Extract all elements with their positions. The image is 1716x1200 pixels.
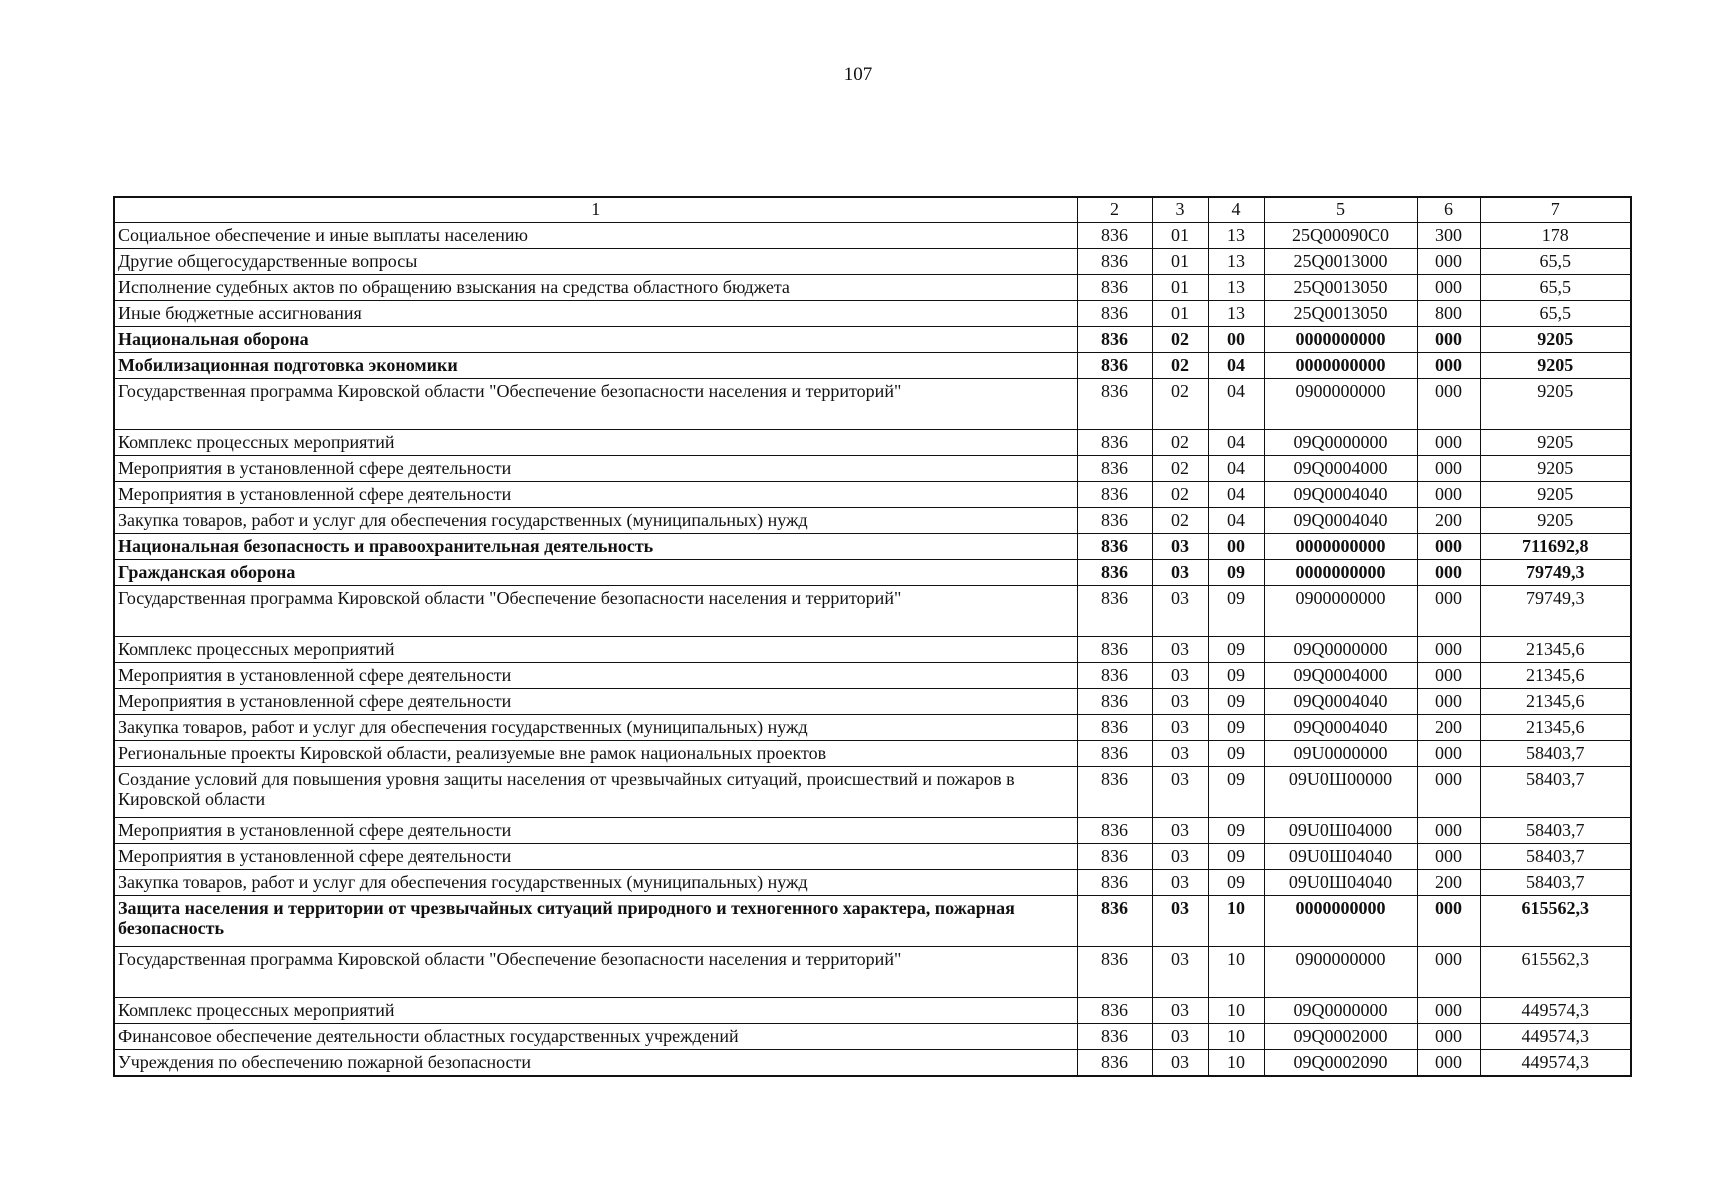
table-row [114, 249, 1631, 275]
subsection-cell: 09 [1208, 689, 1264, 715]
amount-cell: 449574,3 [1480, 1050, 1631, 1077]
header-cell: 6 [1417, 197, 1480, 223]
code-cell: 836 [1077, 1050, 1152, 1077]
row-label-cell: Учреждения по обеспечению пожарной безопасности [114, 1050, 1077, 1077]
table-header-row [114, 197, 1631, 223]
section-cell: 03 [1152, 715, 1208, 741]
amount-cell: 65,5 [1480, 275, 1631, 301]
target-article-cell: 09Q0004000 [1264, 663, 1417, 689]
expense-type-cell: 000 [1417, 430, 1480, 456]
amount-cell: 9205 [1480, 379, 1631, 430]
subsection-cell: 04 [1208, 353, 1264, 379]
section-cell: 03 [1152, 896, 1208, 947]
code-cell: 836 [1077, 1024, 1152, 1050]
expense-type-cell: 000 [1417, 249, 1480, 275]
code-cell: 836 [1077, 534, 1152, 560]
target-article-cell: 09Q0004040 [1264, 689, 1417, 715]
row-label-cell: Государственная программа Кировской области "Обеспечение безопасности населения и территорий" [114, 586, 1077, 637]
table-row [114, 223, 1631, 249]
target-article-cell: 0000000000 [1264, 327, 1417, 353]
expense-type-cell: 200 [1417, 715, 1480, 741]
section-cell: 03 [1152, 998, 1208, 1024]
amount-cell: 9205 [1480, 327, 1631, 353]
expense-type-cell: 000 [1417, 689, 1480, 715]
amount-cell: 615562,3 [1480, 896, 1631, 947]
header-cell: 4 [1208, 197, 1264, 223]
budget-table [113, 196, 1632, 1077]
code-cell: 836 [1077, 560, 1152, 586]
subsection-cell: 09 [1208, 715, 1264, 741]
page-number: 107 [843, 64, 873, 85]
subsection-cell: 04 [1208, 430, 1264, 456]
table-row [114, 741, 1631, 767]
section-cell: 03 [1152, 741, 1208, 767]
row-label-cell: Комплекс процессных мероприятий [114, 998, 1077, 1024]
table-row [114, 327, 1631, 353]
table-row [114, 818, 1631, 844]
code-cell: 836 [1077, 327, 1152, 353]
subsection-cell: 13 [1208, 301, 1264, 327]
section-cell: 01 [1152, 249, 1208, 275]
amount-cell: 21345,6 [1480, 663, 1631, 689]
code-cell: 836 [1077, 456, 1152, 482]
row-label-cell: Исполнение судебных актов по обращению взыскания на средства областного бюджета [114, 275, 1077, 301]
table-row [114, 689, 1631, 715]
row-label-cell: Закупка товаров, работ и услуг для обеспечения государственных (муниципальных) нужд [114, 870, 1077, 896]
expense-type-cell: 000 [1417, 275, 1480, 301]
table-row [114, 353, 1631, 379]
expense-type-cell: 200 [1417, 870, 1480, 896]
target-article-cell: 25Q00090С0 [1264, 223, 1417, 249]
code-cell: 836 [1077, 379, 1152, 430]
row-label-cell: Финансовое обеспечение деятельности областных государственных учреждений [114, 1024, 1077, 1050]
table-row [114, 301, 1631, 327]
code-cell: 836 [1077, 249, 1152, 275]
expense-type-cell: 000 [1417, 637, 1480, 663]
target-article-cell: 09Q0000000 [1264, 998, 1417, 1024]
target-article-cell: 09Q0004000 [1264, 456, 1417, 482]
row-label-cell: Мероприятия в установленной сфере деятельности [114, 456, 1077, 482]
expense-type-cell: 000 [1417, 896, 1480, 947]
table-row [114, 998, 1631, 1024]
section-cell: 03 [1152, 637, 1208, 663]
subsection-cell: 09 [1208, 741, 1264, 767]
target-article-cell: 09Q0000000 [1264, 430, 1417, 456]
table-row [114, 508, 1631, 534]
row-label-cell: Мобилизационная подготовка экономики [114, 353, 1077, 379]
section-cell: 02 [1152, 508, 1208, 534]
table-row [114, 947, 1631, 998]
code-cell: 836 [1077, 508, 1152, 534]
row-label-cell: Государственная программа Кировской области "Обеспечение безопасности населения и территорий" [114, 947, 1077, 998]
code-cell: 836 [1077, 741, 1152, 767]
target-article-cell: 09Q0002000 [1264, 1024, 1417, 1050]
subsection-cell: 09 [1208, 586, 1264, 637]
expense-type-cell: 000 [1417, 534, 1480, 560]
row-label-cell: Закупка товаров, работ и услуг для обеспечения государственных (муниципальных) нужд [114, 508, 1077, 534]
table-row [114, 482, 1631, 508]
amount-cell: 9205 [1480, 508, 1631, 534]
expense-type-cell: 000 [1417, 327, 1480, 353]
target-article-cell: 09U0Ш00000 [1264, 767, 1417, 818]
row-label-cell: Национальная безопасность и правоохранительная деятельность [114, 534, 1077, 560]
section-cell: 03 [1152, 663, 1208, 689]
subsection-cell: 10 [1208, 1050, 1264, 1077]
section-cell: 03 [1152, 947, 1208, 998]
code-cell: 836 [1077, 896, 1152, 947]
code-cell: 836 [1077, 301, 1152, 327]
table-row [114, 715, 1631, 741]
expense-type-cell: 200 [1417, 508, 1480, 534]
amount-cell: 9205 [1480, 456, 1631, 482]
amount-cell: 21345,6 [1480, 689, 1631, 715]
target-article-cell: 0000000000 [1264, 534, 1417, 560]
subsection-cell: 10 [1208, 947, 1264, 998]
table-row [114, 663, 1631, 689]
target-article-cell: 0900000000 [1264, 586, 1417, 637]
section-cell: 02 [1152, 482, 1208, 508]
table-row [114, 534, 1631, 560]
amount-cell: 449574,3 [1480, 1024, 1631, 1050]
subsection-cell: 09 [1208, 767, 1264, 818]
section-cell: 03 [1152, 1024, 1208, 1050]
amount-cell: 21345,6 [1480, 637, 1631, 663]
subsection-cell: 00 [1208, 534, 1264, 560]
amount-cell: 9205 [1480, 353, 1631, 379]
target-article-cell: 25Q0013050 [1264, 275, 1417, 301]
section-cell: 03 [1152, 818, 1208, 844]
subsection-cell: 09 [1208, 844, 1264, 870]
amount-cell: 9205 [1480, 430, 1631, 456]
row-label-cell: Социальное обеспечение и иные выплаты населению [114, 223, 1077, 249]
subsection-cell: 09 [1208, 663, 1264, 689]
expense-type-cell: 300 [1417, 223, 1480, 249]
row-label-cell: Мероприятия в установленной сфере деятельности [114, 663, 1077, 689]
expense-type-cell: 000 [1417, 586, 1480, 637]
table-row [114, 1050, 1631, 1077]
table-row [114, 844, 1631, 870]
section-cell: 03 [1152, 560, 1208, 586]
table-row [114, 275, 1631, 301]
target-article-cell: 09Q0004040 [1264, 508, 1417, 534]
table-row [114, 430, 1631, 456]
table-row [114, 379, 1631, 430]
header-cell: 7 [1480, 197, 1631, 223]
section-cell: 02 [1152, 430, 1208, 456]
amount-cell: 21345,6 [1480, 715, 1631, 741]
table-row [114, 896, 1631, 947]
table-row [114, 870, 1631, 896]
amount-cell: 615562,3 [1480, 947, 1631, 998]
row-label-cell: Создание условий для повышения уровня защиты населения от чрезвычайных ситуаций, происшествий и пожаров в Кировской области [114, 767, 1077, 818]
subsection-cell: 10 [1208, 896, 1264, 947]
expense-type-cell: 000 [1417, 844, 1480, 870]
code-cell: 836 [1077, 223, 1152, 249]
subsection-cell: 04 [1208, 456, 1264, 482]
code-cell: 836 [1077, 998, 1152, 1024]
amount-cell: 79749,3 [1480, 560, 1631, 586]
expense-type-cell: 000 [1417, 767, 1480, 818]
subsection-cell: 04 [1208, 508, 1264, 534]
code-cell: 836 [1077, 353, 1152, 379]
code-cell: 836 [1077, 870, 1152, 896]
amount-cell: 58403,7 [1480, 844, 1631, 870]
target-article-cell: 0900000000 [1264, 379, 1417, 430]
section-cell: 01 [1152, 301, 1208, 327]
expense-type-cell: 000 [1417, 741, 1480, 767]
expense-type-cell: 000 [1417, 947, 1480, 998]
row-label-cell: Закупка товаров, работ и услуг для обеспечения государственных (муниципальных) нужд [114, 715, 1077, 741]
code-cell: 836 [1077, 482, 1152, 508]
section-cell: 02 [1152, 379, 1208, 430]
target-article-cell: 09Q0002090 [1264, 1050, 1417, 1077]
code-cell: 836 [1077, 637, 1152, 663]
section-cell: 03 [1152, 767, 1208, 818]
amount-cell: 65,5 [1480, 249, 1631, 275]
section-cell: 01 [1152, 275, 1208, 301]
subsection-cell: 04 [1208, 379, 1264, 430]
target-article-cell: 0000000000 [1264, 896, 1417, 947]
row-label-cell: Комплекс процессных мероприятий [114, 430, 1077, 456]
row-label-cell: Мероприятия в установленной сфере деятельности [114, 482, 1077, 508]
table-row [114, 637, 1631, 663]
header-cell: 3 [1152, 197, 1208, 223]
subsection-cell: 13 [1208, 223, 1264, 249]
code-cell: 836 [1077, 430, 1152, 456]
row-label-cell: Региональные проекты Кировской области, реализуемые вне рамок национальных проектов [114, 741, 1077, 767]
expense-type-cell: 000 [1417, 1050, 1480, 1077]
subsection-cell: 13 [1208, 275, 1264, 301]
expense-type-cell: 000 [1417, 818, 1480, 844]
expense-type-cell: 000 [1417, 663, 1480, 689]
section-cell: 03 [1152, 586, 1208, 637]
expense-type-cell: 000 [1417, 482, 1480, 508]
section-cell: 03 [1152, 870, 1208, 896]
header-cell: 1 [114, 197, 1077, 223]
subsection-cell: 10 [1208, 1024, 1264, 1050]
amount-cell: 449574,3 [1480, 998, 1631, 1024]
row-label-cell: Мероприятия в установленной сфере деятельности [114, 818, 1077, 844]
row-label-cell: Другие общегосударственные вопросы [114, 249, 1077, 275]
table-row [114, 767, 1631, 818]
row-label-cell: Государственная программа Кировской области "Обеспечение безопасности населения и территорий" [114, 379, 1077, 430]
amount-cell: 58403,7 [1480, 767, 1631, 818]
expense-type-cell: 000 [1417, 379, 1480, 430]
subsection-cell: 09 [1208, 870, 1264, 896]
section-cell: 01 [1152, 223, 1208, 249]
section-cell: 03 [1152, 689, 1208, 715]
target-article-cell: 25Q0013050 [1264, 301, 1417, 327]
code-cell: 836 [1077, 689, 1152, 715]
table-row [114, 456, 1631, 482]
subsection-cell: 00 [1208, 327, 1264, 353]
section-cell: 03 [1152, 844, 1208, 870]
section-cell: 02 [1152, 327, 1208, 353]
row-label-cell: Защита населения и территории от чрезвычайных ситуаций природного и техногенного характера, пожарная безопасность [114, 896, 1077, 947]
code-cell: 836 [1077, 715, 1152, 741]
target-article-cell: 09U0Ш04000 [1264, 818, 1417, 844]
amount-cell: 58403,7 [1480, 741, 1631, 767]
expense-type-cell: 000 [1417, 456, 1480, 482]
expense-type-cell: 000 [1417, 353, 1480, 379]
header-cell: 5 [1264, 197, 1417, 223]
code-cell: 836 [1077, 767, 1152, 818]
table-row [114, 586, 1631, 637]
target-article-cell: 0000000000 [1264, 560, 1417, 586]
amount-cell: 79749,3 [1480, 586, 1631, 637]
target-article-cell: 09Q0004040 [1264, 715, 1417, 741]
expense-type-cell: 800 [1417, 301, 1480, 327]
subsection-cell: 09 [1208, 560, 1264, 586]
expense-type-cell: 000 [1417, 1024, 1480, 1050]
table-row [114, 560, 1631, 586]
row-label-cell: Иные бюджетные ассигнования [114, 301, 1077, 327]
section-cell: 03 [1152, 1050, 1208, 1077]
code-cell: 836 [1077, 818, 1152, 844]
row-label-cell: Национальная оборона [114, 327, 1077, 353]
target-article-cell: 09Q0004040 [1264, 482, 1417, 508]
table-row [114, 1024, 1631, 1050]
amount-cell: 178 [1480, 223, 1631, 249]
row-label-cell: Гражданская оборона [114, 560, 1077, 586]
row-label-cell: Мероприятия в установленной сфере деятельности [114, 844, 1077, 870]
subsection-cell: 09 [1208, 637, 1264, 663]
expense-type-cell: 000 [1417, 560, 1480, 586]
header-cell: 2 [1077, 197, 1152, 223]
row-label-cell: Мероприятия в установленной сфере деятельности [114, 689, 1077, 715]
subsection-cell: 13 [1208, 249, 1264, 275]
section-cell: 02 [1152, 456, 1208, 482]
row-label-cell: Комплекс процессных мероприятий [114, 637, 1077, 663]
target-article-cell: 09U0000000 [1264, 741, 1417, 767]
code-cell: 836 [1077, 663, 1152, 689]
subsection-cell: 04 [1208, 482, 1264, 508]
target-article-cell: 0900000000 [1264, 947, 1417, 998]
amount-cell: 9205 [1480, 482, 1631, 508]
amount-cell: 711692,8 [1480, 534, 1631, 560]
target-article-cell: 0000000000 [1264, 353, 1417, 379]
amount-cell: 58403,7 [1480, 818, 1631, 844]
code-cell: 836 [1077, 275, 1152, 301]
section-cell: 03 [1152, 534, 1208, 560]
code-cell: 836 [1077, 844, 1152, 870]
subsection-cell: 10 [1208, 998, 1264, 1024]
expense-type-cell: 000 [1417, 998, 1480, 1024]
section-cell: 02 [1152, 353, 1208, 379]
code-cell: 836 [1077, 947, 1152, 998]
target-article-cell: 09Q0000000 [1264, 637, 1417, 663]
code-cell: 836 [1077, 586, 1152, 637]
target-article-cell: 09U0Ш04040 [1264, 870, 1417, 896]
amount-cell: 58403,7 [1480, 870, 1631, 896]
target-article-cell: 25Q0013000 [1264, 249, 1417, 275]
target-article-cell: 09U0Ш04040 [1264, 844, 1417, 870]
subsection-cell: 09 [1208, 818, 1264, 844]
amount-cell: 65,5 [1480, 301, 1631, 327]
